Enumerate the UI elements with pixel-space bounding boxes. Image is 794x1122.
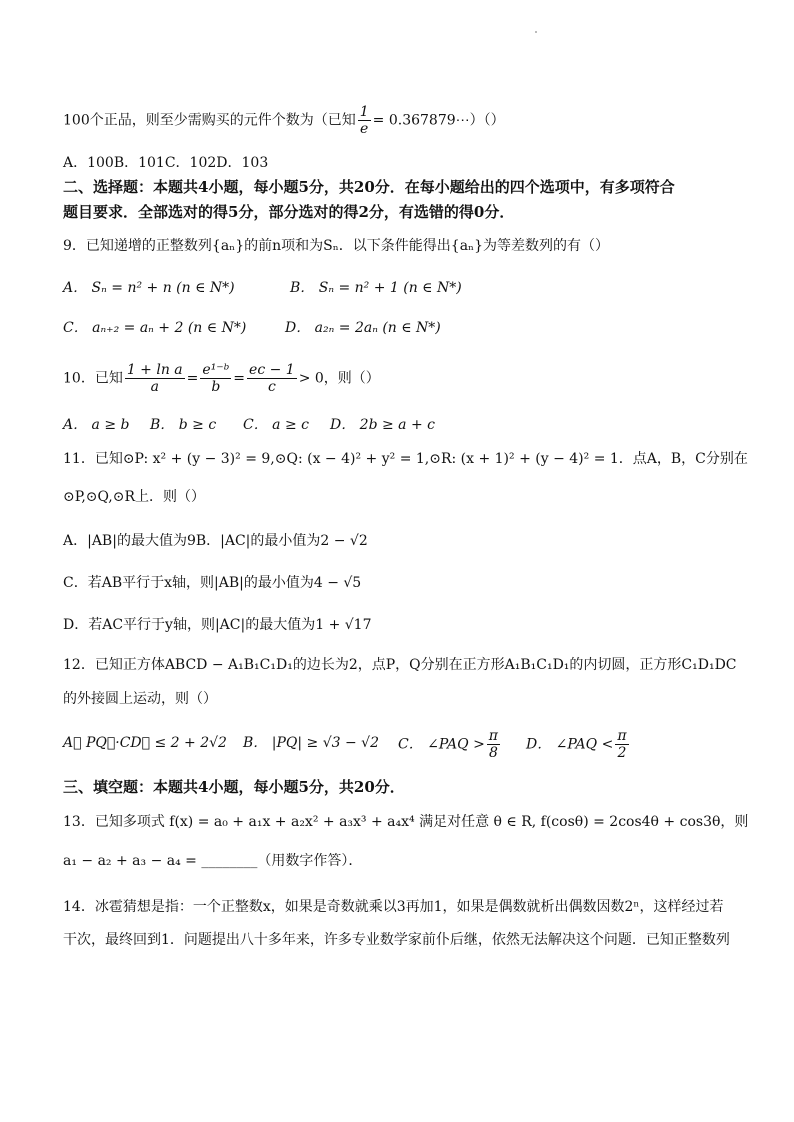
- q10-fraction-2: $\frac{\text{e¹⁻ᵇ}}{b}$: [202, 362, 230, 395]
- q12-option-c: C． ∠PAQ > $\frac{\pi}{8}$: [398, 728, 498, 761]
- q11-option-a-b: A．|AB|的最大值为9B．|AC|的最小值为2 − √2: [63, 533, 368, 549]
- q10-fraction-3: $\frac{ec - 1}{c}$: [249, 362, 295, 395]
- q9-stem: 9．已知递增的正整数列{aₙ}的前n项和为Sₙ．以下条件能得出{aₙ}为等差数列的有（）: [63, 238, 610, 254]
- q9-option-c: C． aₙ₊₂ = aₙ + 2 (n ∈ N*): [63, 320, 247, 336]
- q9-option-b: B． Sₙ = n² + 1 (n ∈ N*): [290, 280, 462, 296]
- q8-options: A．100B．101C．102D．103: [63, 155, 269, 171]
- q8-fraction: $\frac{1}{e}$: [359, 104, 369, 137]
- q10-option-a: A． a ≥ b: [63, 417, 130, 433]
- q12-option-d: D． ∠PAQ < $\frac{\pi}{2}$: [526, 728, 627, 761]
- section2-heading: 二、选择题：本题共4小题，每小题5分，共20分．在每小题给出的四个选项中，有多项符合: [63, 178, 675, 196]
- q12-stem-2: 的外接圆上运动，则（）: [63, 691, 217, 707]
- section2-heading-2: 题目要求．全部选对的得5分，部分选对的得2分，有选错的得0分．: [63, 203, 515, 221]
- q8-text-tail: = 0.367879⋯）（）: [372, 112, 505, 129]
- q11-option-c: C．若AB平行于x轴，则|AB|的最小值为4 − √5: [63, 575, 362, 591]
- q10-stem: 10．已知 $\frac{\text{1 + ln a}}{a}$ = $\frac{\text{e¹⁻ᵇ}}{b}$ = $\frac{ec - 1}{c}$ > 0，则（）: [63, 362, 380, 395]
- q14-stem-2: 干次，最终回到1．问题提出八十多年来，许多专业数学家前仆后继，依然无法解决这个问题．已知正整数列: [63, 932, 730, 948]
- q10-option-d: D． 2b ≥ a + c: [330, 417, 435, 433]
- q10-fraction-1: $\frac{\text{1 + ln a}}{a}$: [126, 362, 183, 395]
- q11-stem: 11．已知⊙P: x² + (y − 3)² = 9,⊙Q: (x − 4)² + y² = 1,⊙R: (x + 1)² + (y − 4)² = 1．点A，B，C分别在: [63, 451, 748, 467]
- q12-option-b: B． |PQ| ≥ √3 − √2: [243, 735, 379, 751]
- q14-stem: 14．冰雹猜想是指：一个正整数x，如果是奇数就乘以3再加1，如果是偶数就析出偶数因数2ⁿ，这样经过若: [63, 899, 724, 915]
- q11-stem-2: ⊙P,⊙Q,⊙R上．则（）: [63, 489, 205, 505]
- q9-option-d: D． a₂ₙ = 2aₙ (n ∈ N*): [285, 320, 441, 336]
- q13-stem: 13．已知多项式 f(x) = a₀ + a₁x + a₂x² + a₃x³ + a₄x⁴ 满足对任意 θ ∈ R, f(cosθ) = 2cos4θ + cos3θ，则: [63, 814, 749, 830]
- q13-stem-2: a₁ − a₂ + a₃ − a₄ = ________（用数字作答）．: [63, 853, 363, 869]
- section3-heading: 三、填空题：本题共4小题，每小题5分，共20分．: [63, 778, 405, 796]
- q12-option-a: A． PQ⃗·CD⃗ ≤ 2 + 2√2: [63, 735, 227, 751]
- q10-option-b: B． b ≥ c: [150, 417, 217, 433]
- q8-text: 100个正品，则至少需购买的元件个数为（已知: [63, 112, 356, 129]
- q11-option-d: D．若AC平行于y轴，则|AC|的最大值为1 + √17: [63, 617, 372, 633]
- q12-stem: 12．已知正方体ABCD − A₁B₁C₁D₁的边长为2，点P，Q分别在正方形A₁B₁C₁D₁的内切圆，正方形C₁D₁DC: [63, 657, 737, 673]
- q8-continuation: [63, 104, 754, 137]
- scan-speck: [535, 31, 537, 33]
- q9-option-a: A． Sₙ = n² + n (n ∈ N*): [63, 280, 235, 296]
- q10-option-c: C． a ≥ c: [243, 417, 309, 433]
